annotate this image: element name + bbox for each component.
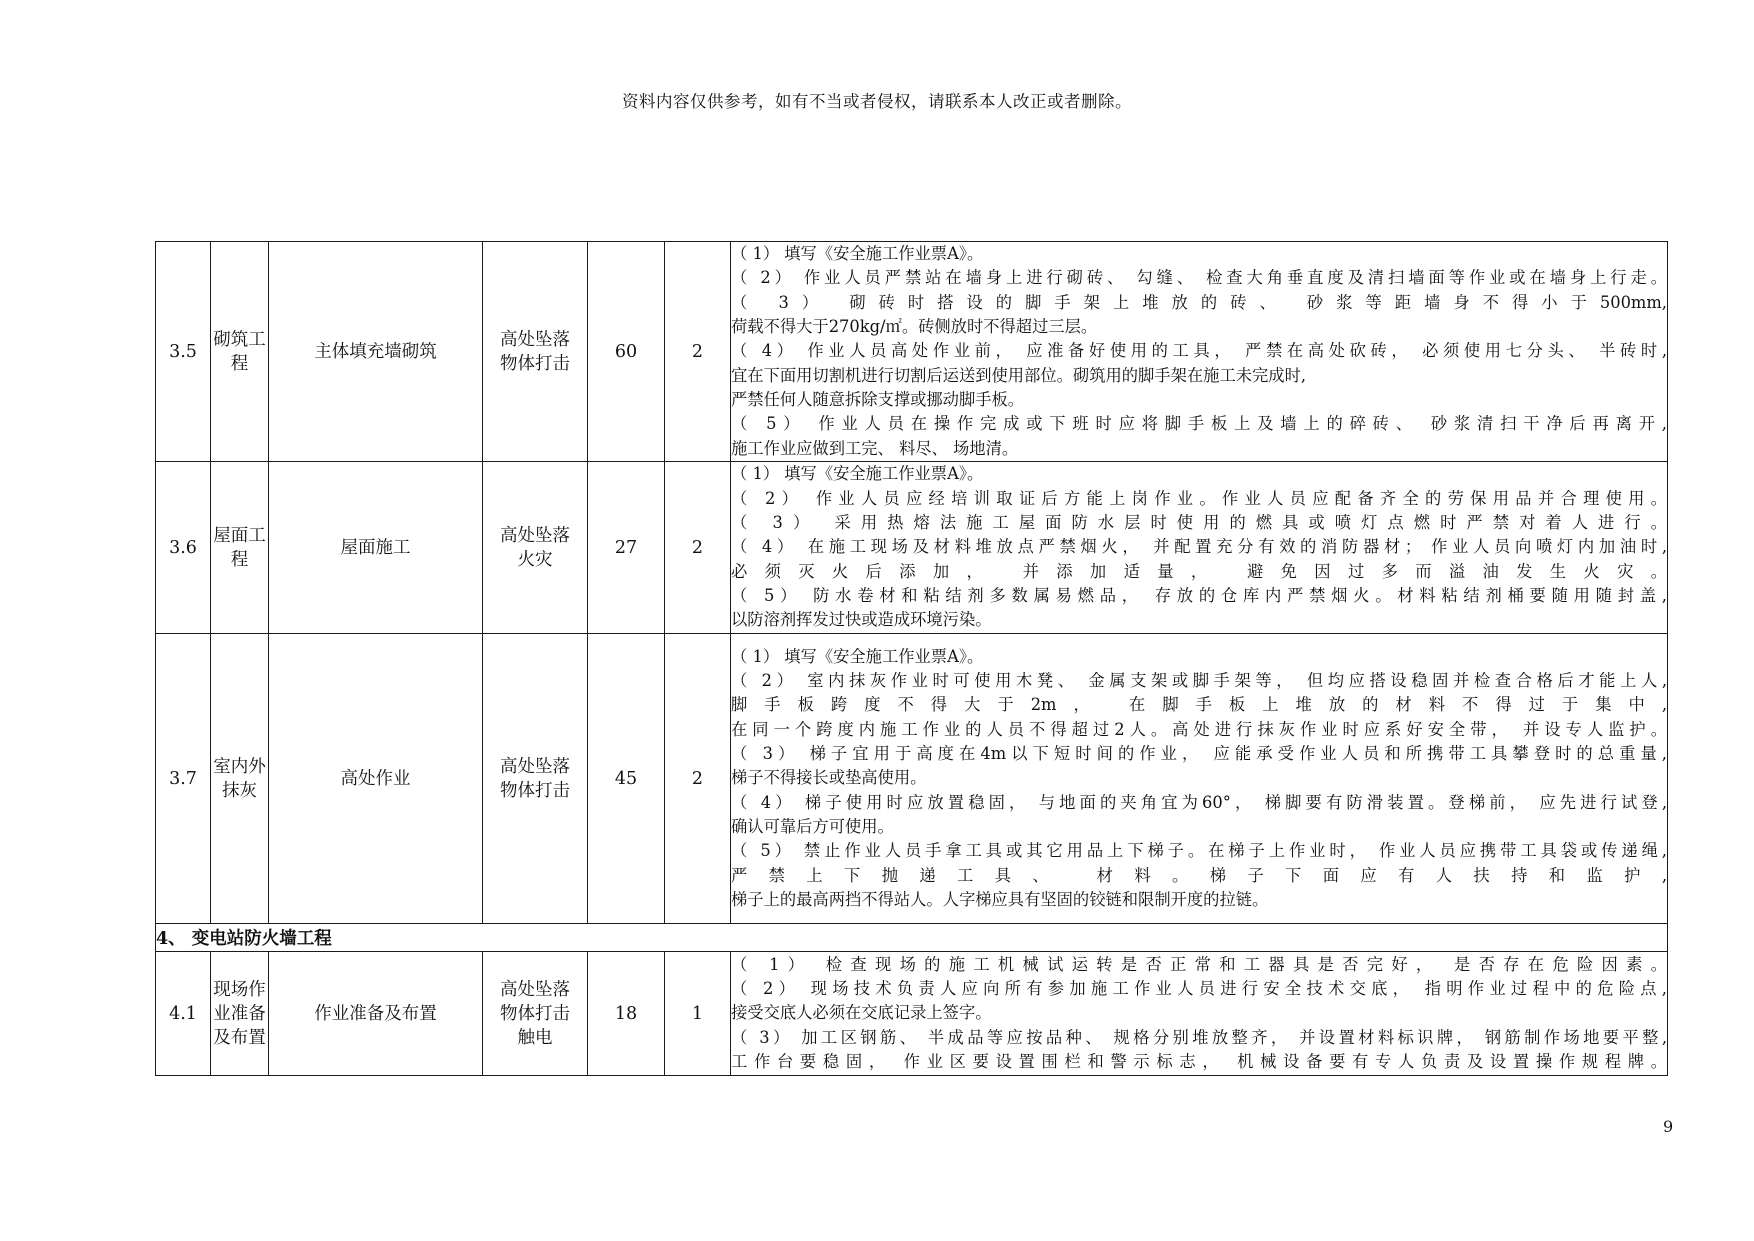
risk-level-cell: 2	[665, 462, 731, 634]
measure-line: （ 2） 室内抹灰作业时可使用木凳、 金属支架或脚手架等， 但均应搭设稳固并检查合格后才能上人,	[731, 671, 1667, 691]
risk-level-cell: 1	[665, 952, 731, 1076]
measure-line: 在同一个跨度内施工作业的人员不得超过2人。高处进行抹灰作业时应系好安全带， 并设专人监护。	[731, 719, 1667, 739]
measure-line: 梯子不得接长或垫高使用。	[731, 768, 927, 788]
measure-line: （ 1） 检查现场的施工机械试运转是否正常和工器具是否完好， 是否存在危险因素。	[731, 954, 1667, 974]
control-measures-cell	[731, 462, 1668, 634]
row-number: 4.1	[156, 952, 211, 1076]
category-line: 抹灰	[222, 780, 257, 801]
measure-line: 工作台要稳固， 作业区要设置围栏和警示标志， 机械设备要有专人负责及设置操作规程牌。	[731, 1051, 1667, 1071]
row-number: 3.5	[156, 242, 211, 462]
measure-line: （ 2） 作业人员严禁站在墙身上进行砌砖、 勾缝、 检查大角垂直度及清扫墙面等作业或在墙身上行走。	[731, 268, 1667, 288]
risk-level-cell: 2	[665, 242, 731, 462]
risk-line: 触电	[517, 1027, 553, 1048]
measure-line: 以防溶剂挥发过快或造成环境污染。	[731, 610, 992, 630]
risk-line: 高处坠落	[500, 979, 570, 1000]
category-line: 室内外	[213, 756, 266, 777]
risk-line: 物体打击	[500, 780, 570, 801]
measure-line: 荷载不得大于270kg/㎡。砖侧放时不得超过三层。	[731, 317, 1098, 337]
measure-line: （ 3） 砌砖时搭设的脚手架上堆放的砖、 砂浆等距墙身不得小于500mm,	[731, 292, 1667, 312]
measure-line: 必须灭火后添加， 并添加适量， 避免因过多而溢油发生火灾。	[731, 561, 1667, 581]
measure-line: （ 4） 作业人员高处作业前， 应准备好使用的工具， 严禁在高处砍砖， 必须使用七分头、 半砖时,	[731, 341, 1667, 361]
table-row	[156, 952, 1668, 1076]
measure-line: 接受交底人必须在交底记录上签字。	[731, 1003, 992, 1023]
work-item-cell: 作业准备及布置	[269, 952, 483, 1076]
risk-line: 物体打击	[500, 353, 570, 374]
risk-line: 火灾	[517, 549, 553, 570]
row-number: 3.6	[156, 462, 211, 634]
measure-line: （ 2） 作业人员应经培训取证后方能上岗作业。作业人员应配备齐全的劳保用品并合理使用。	[731, 488, 1667, 508]
page-number: 9	[1663, 1117, 1674, 1136]
measure-line: （ 1） 填写《安全施工作业票A》。	[731, 646, 984, 666]
safety-measures-table	[155, 241, 1668, 1076]
measure-line: （ 4） 在施工现场及材料堆放点严禁烟火， 并配置充分有效的消防器材； 作业人员向喷灯内加油时,	[731, 537, 1667, 557]
table-row	[156, 462, 1668, 634]
category-cell	[211, 242, 269, 462]
risk-type-cell	[483, 242, 588, 462]
risk-type-cell	[483, 952, 588, 1076]
category-cell	[211, 634, 269, 924]
control-measures-cell	[731, 634, 1668, 924]
measure-line: （ 1） 填写《安全施工作业票A》。	[731, 244, 984, 264]
measure-line: （ 1） 填写《安全施工作业票A》。	[731, 464, 984, 484]
risk-value-cell: 45	[588, 634, 665, 924]
risk-line: 高处坠落	[500, 329, 570, 350]
measure-line: 宜在下面用切割机进行切割后运送到使用部位。砌筑用的脚手架在施工未完成时,	[731, 365, 1307, 385]
work-item-cell: 主体填充墙砌筑	[269, 242, 483, 462]
row-number: 3.7	[156, 634, 211, 924]
category-line: 屋面工	[213, 525, 266, 546]
measure-line: 确认可靠后方可使用。	[731, 816, 894, 836]
category-line: 程	[230, 549, 249, 570]
measure-line: （ 4） 梯子使用时应放置稳固， 与地面的夹角宜为60°， 梯脚要有防滑装置。登梯前， 应先进行试登,	[731, 792, 1667, 812]
table-row	[156, 242, 1668, 462]
table-row	[156, 634, 1668, 924]
work-item-cell: 屋面施工	[269, 462, 483, 634]
measure-line: （ 3） 加工区钢筋、 半成品等应按品种、 规格分别堆放整齐， 并设置材料标识牌， 钢筋制作场地要平整,	[731, 1027, 1667, 1047]
measure-line: （ 2） 现场技术负责人应向所有参加施工作业人员进行安全技术交底， 指明作业过程中的危险点,	[731, 979, 1667, 999]
section-title: 4、 变电站防火墙工程	[156, 924, 1668, 952]
category-line: 业准备	[213, 1003, 266, 1024]
category-cell	[211, 462, 269, 634]
measure-line: （ 5） 作业人员在操作完成或下班时应将脚手板上及墙上的碎砖、 砂浆清扫干净后再离开,	[731, 414, 1667, 434]
risk-line: 高处坠落	[500, 756, 570, 777]
measure-line: 严禁任何人随意拆除支撑或挪动脚手板。	[731, 389, 1025, 409]
measure-line: （ 5） 禁止作业人员手拿工具或其它用品上下梯子。在梯子上作业时， 作业人员应携带工具袋或传递绳,	[731, 841, 1667, 861]
section-row	[156, 924, 1668, 952]
risk-value-cell: 60	[588, 242, 665, 462]
risk-type-cell	[483, 462, 588, 634]
risk-value-cell: 27	[588, 462, 665, 634]
risk-value-cell: 18	[588, 952, 665, 1076]
header-note: 资料内容仅供参考，如有不当或者侵权，请联系本人改正或者删除。	[622, 92, 1132, 111]
measure-line: 脚手板跨度不得大于2m， 在脚手板上堆放的材料不得过于集中,	[731, 695, 1667, 715]
measure-line: （ 3） 采用热熔法施工屋面防水层时使用的燃具或喷灯点燃时严禁对着人进行。	[731, 513, 1667, 533]
control-measures-cell	[731, 952, 1668, 1076]
control-measures-cell	[731, 242, 1668, 462]
category-line: 砌筑工	[213, 329, 266, 350]
risk-line: 高处坠落	[500, 525, 570, 546]
measure-line: 严禁上下抛递工具、 材料。梯子下面应有人扶持和监护,	[731, 865, 1667, 885]
risk-level-cell: 2	[665, 634, 731, 924]
category-line: 程	[230, 353, 249, 374]
category-cell	[211, 952, 269, 1076]
category-line: 现场作	[213, 979, 266, 1000]
risk-line: 物体打击	[500, 1003, 570, 1024]
measure-line: （ 5） 防水卷材和粘结剂多数属易燃品， 存放的仓库内严禁烟火。材料粘结剂桶要随用随封盖,	[731, 585, 1667, 605]
measure-line: 梯子上的最高两挡不得站人。人字梯应具有坚固的铰链和限制开度的拉链。	[731, 889, 1269, 909]
measure-line: 施工作业应做到工完、 料尽、 场地清。	[731, 438, 1019, 458]
category-line: 及布置	[213, 1027, 266, 1048]
risk-type-cell	[483, 634, 588, 924]
measure-line: （ 3） 梯子宜用于高度在4m以下短时间的作业， 应能承受作业人员和所携带工具攀登时的总重量,	[731, 744, 1667, 764]
work-item-cell: 高处作业	[269, 634, 483, 924]
